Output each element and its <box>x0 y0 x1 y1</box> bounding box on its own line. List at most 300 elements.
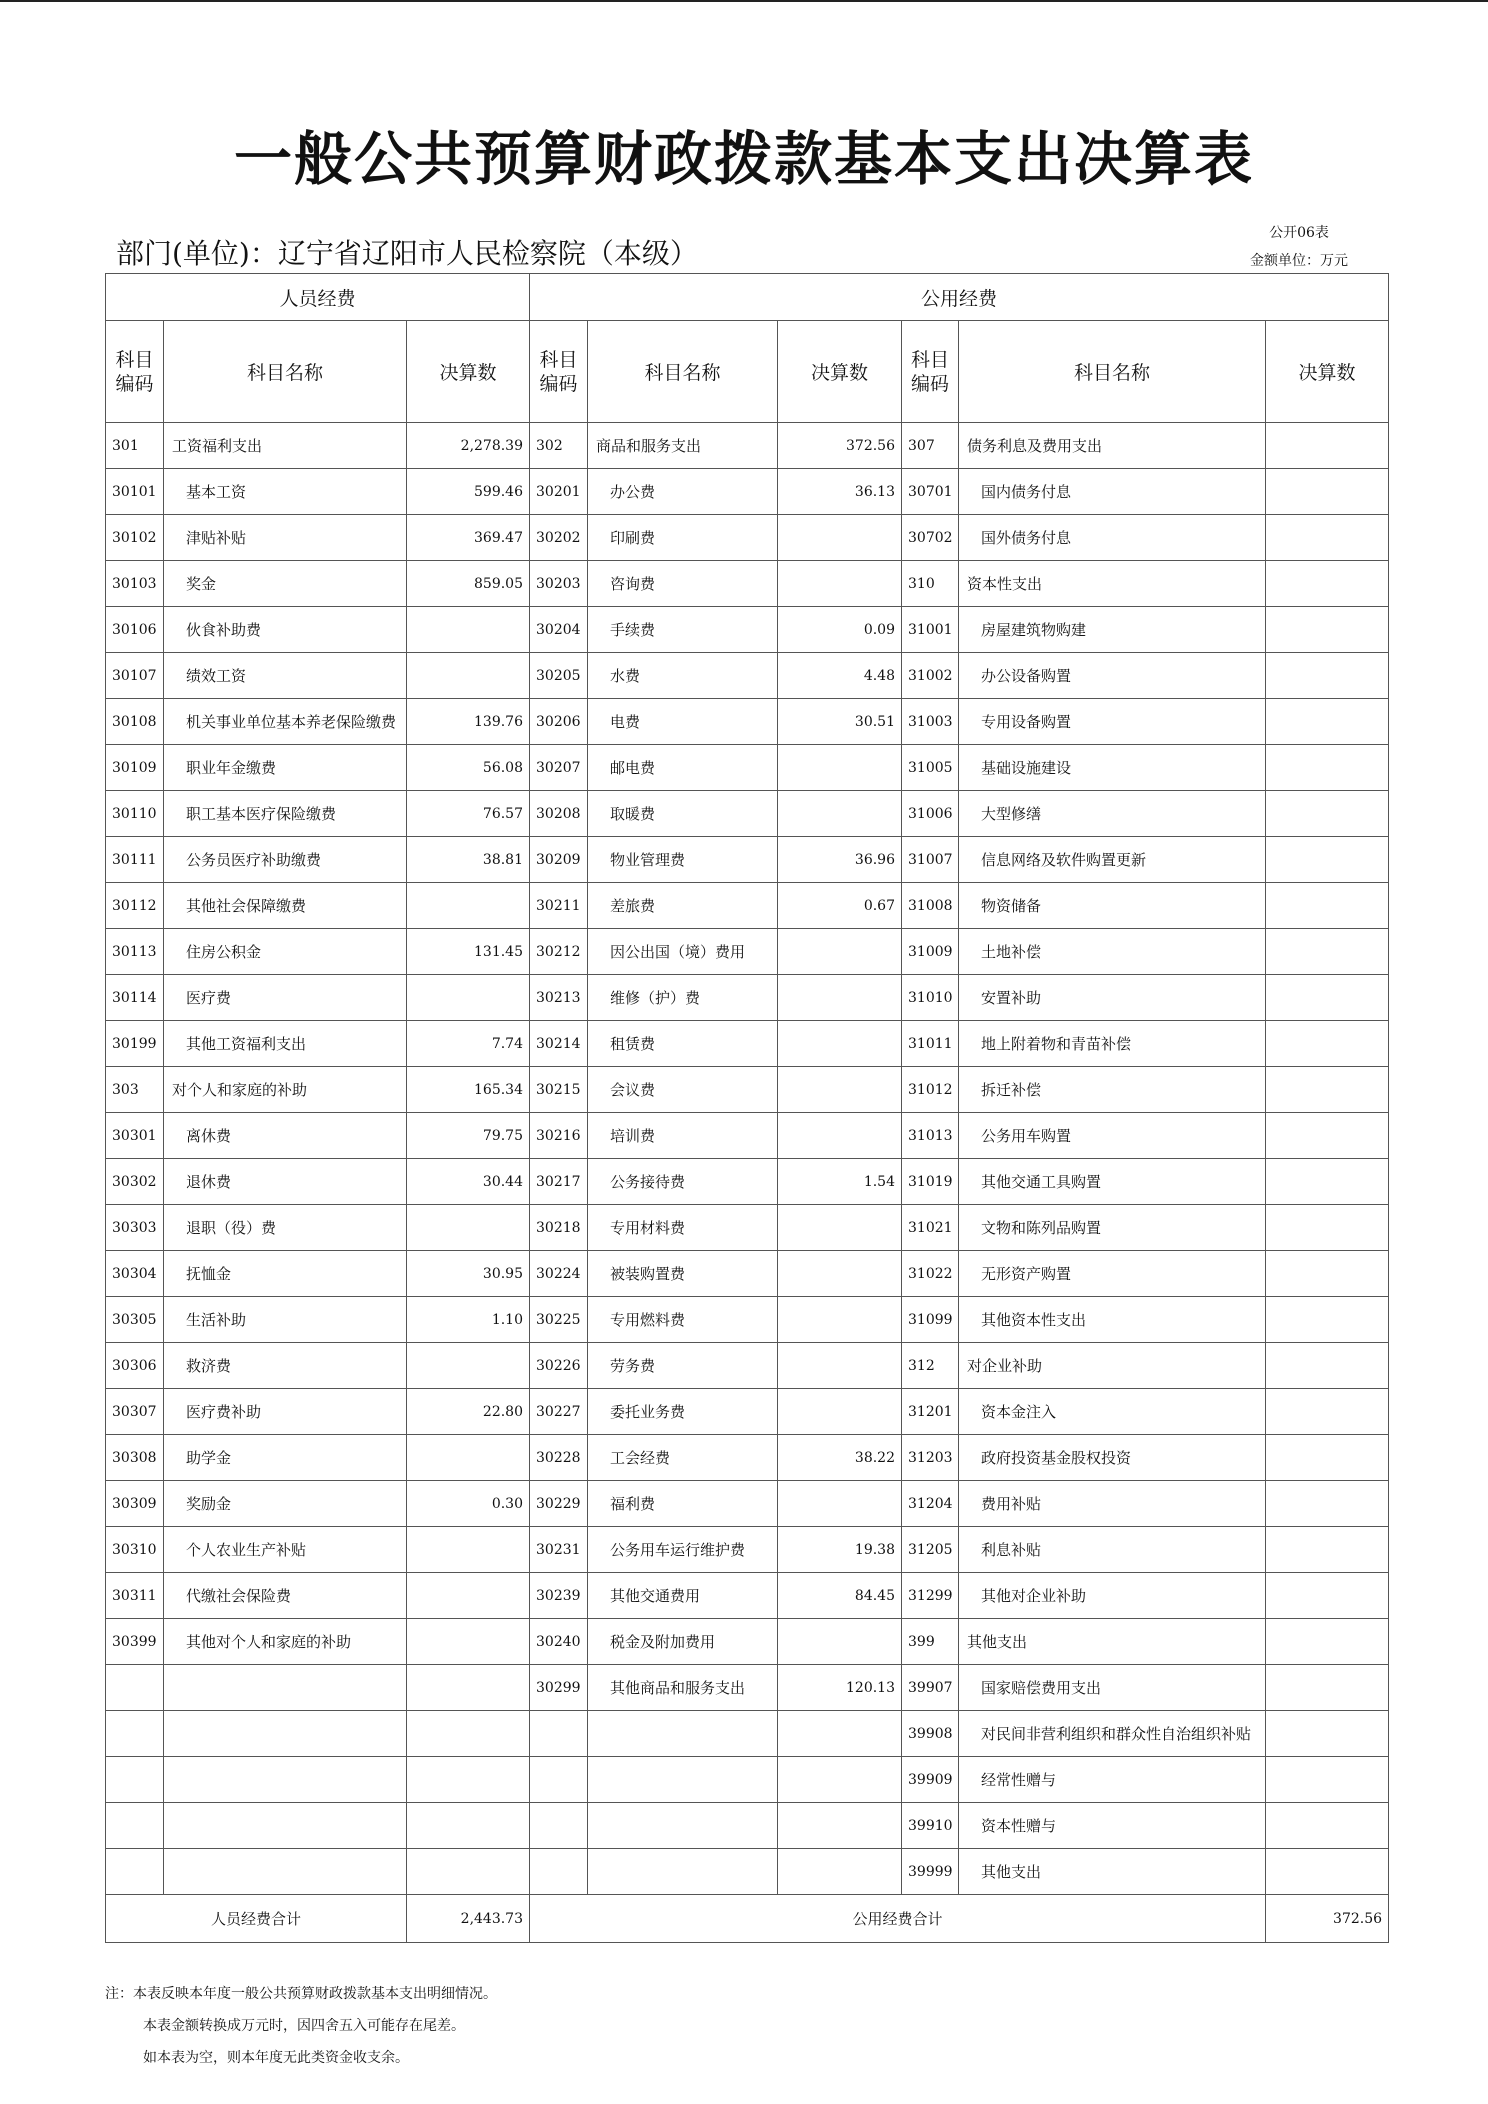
item-code: 31007 <box>902 837 959 883</box>
item-code: 31005 <box>902 745 959 791</box>
item-name: 邮电费 <box>588 745 778 791</box>
item-name: 大型修缮 <box>959 791 1266 837</box>
table-row <box>106 561 1389 607</box>
amount-unit: 金额单位：万元 <box>1250 253 1348 269</box>
item-amount <box>1266 699 1389 745</box>
item-code: 30211 <box>530 883 588 929</box>
item-name: 差旅费 <box>588 883 778 929</box>
note-line: 注：本表反映本年度一般公共预算财政拨款基本支出明细情况。 <box>105 1986 497 2002</box>
item-amount <box>1266 1711 1389 1757</box>
item-name: 房屋建筑物购建 <box>959 607 1266 653</box>
table-row <box>106 1067 1389 1113</box>
item-amount <box>1266 883 1389 929</box>
item-code: 39910 <box>902 1803 959 1849</box>
item-name: 奖励金 <box>164 1481 407 1527</box>
item-name: 电费 <box>588 699 778 745</box>
item-code: 30109 <box>106 745 164 791</box>
item-code: 30216 <box>530 1113 588 1159</box>
item-code: 30304 <box>106 1251 164 1297</box>
item-amount <box>778 975 902 1021</box>
item-name: 土地补偿 <box>959 929 1266 975</box>
item-name <box>588 1711 778 1757</box>
item-name: 公务用车运行维护费 <box>588 1527 778 1573</box>
item-amount: 38.22 <box>778 1435 902 1481</box>
item-amount <box>407 883 530 929</box>
item-amount <box>778 1849 902 1895</box>
item-amount <box>1266 929 1389 975</box>
item-name: 助学金 <box>164 1435 407 1481</box>
item-name <box>164 1665 407 1711</box>
item-code: 30209 <box>530 837 588 883</box>
col-header-amount: 决算数 <box>407 321 530 423</box>
item-amount <box>778 1113 902 1159</box>
item-name <box>164 1803 407 1849</box>
item-code: 303 <box>106 1067 164 1113</box>
personnel-total-value: 2,443.73 <box>407 1895 530 1943</box>
item-code: 30240 <box>530 1619 588 1665</box>
form-number: 公开06表 <box>1269 225 1329 241</box>
table-row <box>106 1113 1389 1159</box>
item-code: 30217 <box>530 1159 588 1205</box>
item-code: 302 <box>530 423 588 469</box>
item-code: 30310 <box>106 1527 164 1573</box>
item-amount: 36.96 <box>778 837 902 883</box>
col-header-code: 科目编码 <box>902 321 959 423</box>
item-name: 对个人和家庭的补助 <box>164 1067 407 1113</box>
item-code: 31019 <box>902 1159 959 1205</box>
item-code: 30306 <box>106 1343 164 1389</box>
table-row <box>106 1343 1389 1389</box>
item-amount: 56.08 <box>407 745 530 791</box>
item-code <box>106 1849 164 1895</box>
item-name: 退职（役）费 <box>164 1205 407 1251</box>
item-code: 31001 <box>902 607 959 653</box>
item-amount <box>407 1711 530 1757</box>
table-row <box>106 975 1389 1021</box>
item-name: 机关事业单位基本养老保险缴费 <box>164 699 407 745</box>
item-name: 费用补贴 <box>959 1481 1266 1527</box>
item-name <box>164 1711 407 1757</box>
item-amount <box>407 1343 530 1389</box>
table-row <box>106 1021 1389 1067</box>
item-code: 31205 <box>902 1527 959 1573</box>
item-code: 30103 <box>106 561 164 607</box>
item-name: 其他支出 <box>959 1849 1266 1895</box>
item-code: 30201 <box>530 469 588 515</box>
item-code: 307 <box>902 423 959 469</box>
item-amount <box>778 1619 902 1665</box>
col-header-name: 科目名称 <box>164 321 407 423</box>
item-name: 商品和服务支出 <box>588 423 778 469</box>
item-amount <box>1266 1021 1389 1067</box>
item-code <box>530 1757 588 1803</box>
item-name: 退休费 <box>164 1159 407 1205</box>
item-name: 生活补助 <box>164 1297 407 1343</box>
item-code: 30107 <box>106 653 164 699</box>
table-row <box>106 1757 1389 1803</box>
item-amount <box>1266 561 1389 607</box>
table-row <box>106 1803 1389 1849</box>
item-amount <box>407 1205 530 1251</box>
item-code: 30202 <box>530 515 588 561</box>
table-row <box>106 1849 1389 1895</box>
item-amount <box>407 1849 530 1895</box>
item-code: 30239 <box>530 1573 588 1619</box>
item-amount: 0.30 <box>407 1481 530 1527</box>
item-code: 30204 <box>530 607 588 653</box>
item-code: 31099 <box>902 1297 959 1343</box>
item-code: 30106 <box>106 607 164 653</box>
item-name <box>588 1803 778 1849</box>
item-amount <box>407 1665 530 1711</box>
item-code: 30213 <box>530 975 588 1021</box>
item-amount <box>1266 653 1389 699</box>
item-amount: 22.80 <box>407 1389 530 1435</box>
item-amount <box>1266 1435 1389 1481</box>
item-name: 劳务费 <box>588 1343 778 1389</box>
item-name: 奖金 <box>164 561 407 607</box>
item-name: 地上附着物和青苗补偿 <box>959 1021 1266 1067</box>
item-code: 30208 <box>530 791 588 837</box>
item-amount <box>1266 1573 1389 1619</box>
item-amount <box>1266 1389 1389 1435</box>
item-code: 30702 <box>902 515 959 561</box>
item-name: 公务员医疗补助缴费 <box>164 837 407 883</box>
item-name: 债务利息及费用支出 <box>959 423 1266 469</box>
col-header-code: 科目编码 <box>106 321 164 423</box>
item-amount <box>1266 745 1389 791</box>
item-code: 31204 <box>902 1481 959 1527</box>
item-amount: 0.09 <box>778 607 902 653</box>
item-code <box>106 1711 164 1757</box>
item-name: 住房公积金 <box>164 929 407 975</box>
item-code: 31009 <box>902 929 959 975</box>
item-amount: 30.51 <box>778 699 902 745</box>
item-amount: 76.57 <box>407 791 530 837</box>
item-name: 其他商品和服务支出 <box>588 1665 778 1711</box>
item-code: 30228 <box>530 1435 588 1481</box>
item-amount <box>1266 1619 1389 1665</box>
item-amount <box>407 1619 530 1665</box>
item-name: 政府投资基金股权投资 <box>959 1435 1266 1481</box>
table-row <box>106 1481 1389 1527</box>
item-amount <box>778 515 902 561</box>
col-header-amount: 决算数 <box>778 321 902 423</box>
item-amount <box>1266 837 1389 883</box>
item-amount: 36.13 <box>778 469 902 515</box>
public-total-value: 372.56 <box>1266 1895 1389 1943</box>
item-name: 水费 <box>588 653 778 699</box>
item-amount <box>407 1573 530 1619</box>
item-code: 30199 <box>106 1021 164 1067</box>
item-code: 30114 <box>106 975 164 1021</box>
col-header-name: 科目名称 <box>959 321 1266 423</box>
item-amount <box>778 791 902 837</box>
item-code: 30203 <box>530 561 588 607</box>
item-amount <box>778 561 902 607</box>
item-code: 31203 <box>902 1435 959 1481</box>
item-amount <box>1266 975 1389 1021</box>
table-row <box>106 929 1389 975</box>
item-amount <box>1266 791 1389 837</box>
item-code: 39999 <box>902 1849 959 1895</box>
table-row <box>106 1389 1389 1435</box>
item-code <box>106 1757 164 1803</box>
page-title: 一般公共预算财政拨款基本支出决算表 <box>233 125 1254 193</box>
table-row <box>106 1711 1389 1757</box>
item-name: 利息补贴 <box>959 1527 1266 1573</box>
item-amount <box>778 1389 902 1435</box>
item-name: 专用燃料费 <box>588 1297 778 1343</box>
item-name: 维修（护）费 <box>588 975 778 1021</box>
item-code: 39909 <box>902 1757 959 1803</box>
table-row <box>106 1251 1389 1297</box>
item-amount: 369.47 <box>407 515 530 561</box>
item-code: 30112 <box>106 883 164 929</box>
item-amount <box>407 607 530 653</box>
item-code: 30218 <box>530 1205 588 1251</box>
item-name: 其他社会保障缴费 <box>164 883 407 929</box>
item-amount: 859.05 <box>407 561 530 607</box>
item-code <box>530 1803 588 1849</box>
item-name: 专用设备购置 <box>959 699 1266 745</box>
item-name: 公务接待费 <box>588 1159 778 1205</box>
item-name: 专用材料费 <box>588 1205 778 1251</box>
item-amount: 79.75 <box>407 1113 530 1159</box>
item-amount <box>1266 1205 1389 1251</box>
table-row <box>106 1205 1389 1251</box>
item-name: 对企业补助 <box>959 1343 1266 1389</box>
item-name: 抚恤金 <box>164 1251 407 1297</box>
item-code: 399 <box>902 1619 959 1665</box>
table-row <box>106 1665 1389 1711</box>
item-amount: 372.56 <box>778 423 902 469</box>
item-code: 31299 <box>902 1573 959 1619</box>
table-row <box>106 1297 1389 1343</box>
item-name <box>588 1757 778 1803</box>
item-name: 税金及附加费用 <box>588 1619 778 1665</box>
item-name: 救济费 <box>164 1343 407 1389</box>
item-name: 经常性赠与 <box>959 1757 1266 1803</box>
top-border-line <box>0 0 1488 2</box>
item-name: 资本性赠与 <box>959 1803 1266 1849</box>
item-amount <box>1266 1849 1389 1895</box>
item-amount <box>1266 1297 1389 1343</box>
table-row <box>106 883 1389 929</box>
item-code: 39907 <box>902 1665 959 1711</box>
item-code: 30113 <box>106 929 164 975</box>
item-amount <box>778 1021 902 1067</box>
item-name: 拆迁补偿 <box>959 1067 1266 1113</box>
item-name: 绩效工资 <box>164 653 407 699</box>
item-name: 伙食补助费 <box>164 607 407 653</box>
item-code: 30207 <box>530 745 588 791</box>
item-code: 31008 <box>902 883 959 929</box>
public-total-label: 公用经费合计 <box>530 1895 1266 1943</box>
item-name: 安置补助 <box>959 975 1266 1021</box>
item-name: 被装购置费 <box>588 1251 778 1297</box>
item-amount <box>778 929 902 975</box>
table-row <box>106 1573 1389 1619</box>
item-name <box>164 1757 407 1803</box>
col-header-name: 科目名称 <box>588 321 778 423</box>
item-amount <box>778 1297 902 1343</box>
item-code: 31002 <box>902 653 959 699</box>
item-amount: 599.46 <box>407 469 530 515</box>
table-row <box>106 653 1389 699</box>
item-code: 30399 <box>106 1619 164 1665</box>
item-code: 30309 <box>106 1481 164 1527</box>
item-name: 办公费 <box>588 469 778 515</box>
table-row <box>106 791 1389 837</box>
item-amount <box>1266 469 1389 515</box>
item-code: 310 <box>902 561 959 607</box>
item-amount: 30.44 <box>407 1159 530 1205</box>
item-code: 31006 <box>902 791 959 837</box>
item-amount <box>1266 1343 1389 1389</box>
item-code <box>530 1849 588 1895</box>
item-code: 31010 <box>902 975 959 1021</box>
item-code: 312 <box>902 1343 959 1389</box>
item-name: 办公设备购置 <box>959 653 1266 699</box>
item-name: 国外债务付息 <box>959 515 1266 561</box>
item-code <box>106 1803 164 1849</box>
item-amount <box>778 1205 902 1251</box>
item-amount <box>778 745 902 791</box>
item-amount <box>1266 1251 1389 1297</box>
item-name: 其他对企业补助 <box>959 1573 1266 1619</box>
item-code: 31011 <box>902 1021 959 1067</box>
table-row <box>106 1159 1389 1205</box>
item-amount <box>407 653 530 699</box>
item-code: 30302 <box>106 1159 164 1205</box>
item-amount: 38.81 <box>407 837 530 883</box>
item-code: 30229 <box>530 1481 588 1527</box>
item-name: 培训费 <box>588 1113 778 1159</box>
item-name: 手续费 <box>588 607 778 653</box>
table-row <box>106 515 1389 561</box>
table-row <box>106 699 1389 745</box>
item-amount: 0.67 <box>778 883 902 929</box>
personnel-total-label: 人员经费合计 <box>106 1895 407 1943</box>
item-name: 其他交通工具购置 <box>959 1159 1266 1205</box>
table-row <box>106 423 1389 469</box>
item-code: 30301 <box>106 1113 164 1159</box>
item-amount <box>1266 423 1389 469</box>
item-code: 31003 <box>902 699 959 745</box>
item-amount: 1.10 <box>407 1297 530 1343</box>
department-label: 部门(单位)：辽宁省辽阳市人民检察院（本级） <box>116 237 698 270</box>
item-name: 资本性支出 <box>959 561 1266 607</box>
item-amount: 7.74 <box>407 1021 530 1067</box>
item-code: 31022 <box>902 1251 959 1297</box>
item-code: 30226 <box>530 1343 588 1389</box>
item-amount <box>1266 1159 1389 1205</box>
item-amount <box>407 1757 530 1803</box>
item-name: 福利费 <box>588 1481 778 1527</box>
item-code: 30307 <box>106 1389 164 1435</box>
item-name: 物资储备 <box>959 883 1266 929</box>
item-name <box>164 1849 407 1895</box>
table-row <box>106 837 1389 883</box>
item-amount: 84.45 <box>778 1573 902 1619</box>
item-code: 30311 <box>106 1573 164 1619</box>
item-amount <box>1266 1757 1389 1803</box>
item-name: 基本工资 <box>164 469 407 515</box>
item-name: 工会经费 <box>588 1435 778 1481</box>
item-name: 其他资本性支出 <box>959 1297 1266 1343</box>
table-row <box>106 607 1389 653</box>
col-header-code: 科目编码 <box>530 321 588 423</box>
expenditure-table <box>105 273 1389 1943</box>
item-name: 资本金注入 <box>959 1389 1266 1435</box>
item-name: 物业管理费 <box>588 837 778 883</box>
item-code: 30308 <box>106 1435 164 1481</box>
item-amount: 165.34 <box>407 1067 530 1113</box>
item-code: 30108 <box>106 699 164 745</box>
item-code: 30701 <box>902 469 959 515</box>
group-header-public: 公用经费 <box>530 274 1389 321</box>
col-header-amount: 决算数 <box>1266 321 1389 423</box>
item-code: 31012 <box>902 1067 959 1113</box>
item-name: 其他支出 <box>959 1619 1266 1665</box>
item-name: 因公出国（境）费用 <box>588 929 778 975</box>
item-amount <box>778 1251 902 1297</box>
item-name: 国家赔偿费用支出 <box>959 1665 1266 1711</box>
item-code: 30111 <box>106 837 164 883</box>
item-amount <box>1266 1803 1389 1849</box>
item-amount <box>1266 1067 1389 1113</box>
item-code: 31013 <box>902 1113 959 1159</box>
item-name: 委托业务费 <box>588 1389 778 1435</box>
item-amount: 1.54 <box>778 1159 902 1205</box>
item-amount: 30.95 <box>407 1251 530 1297</box>
item-amount: 4.48 <box>778 653 902 699</box>
table-row <box>106 745 1389 791</box>
item-name: 职工基本医疗保险缴费 <box>164 791 407 837</box>
item-code: 30224 <box>530 1251 588 1297</box>
item-code: 30206 <box>530 699 588 745</box>
item-code: 30110 <box>106 791 164 837</box>
item-code: 30303 <box>106 1205 164 1251</box>
item-code: 30214 <box>530 1021 588 1067</box>
item-code: 30102 <box>106 515 164 561</box>
item-code: 31201 <box>902 1389 959 1435</box>
item-code: 30305 <box>106 1297 164 1343</box>
item-amount: 139.76 <box>407 699 530 745</box>
item-code: 30225 <box>530 1297 588 1343</box>
item-name: 职业年金缴费 <box>164 745 407 791</box>
table-row <box>106 1619 1389 1665</box>
item-name: 公务用车购置 <box>959 1113 1266 1159</box>
item-name: 其他对个人和家庭的补助 <box>164 1619 407 1665</box>
notes <box>105 1978 497 2074</box>
item-name: 医疗费补助 <box>164 1389 407 1435</box>
item-amount <box>778 1481 902 1527</box>
item-name: 租赁费 <box>588 1021 778 1067</box>
item-amount <box>407 1527 530 1573</box>
item-amount <box>407 975 530 1021</box>
item-code: 30101 <box>106 469 164 515</box>
item-amount <box>1266 1113 1389 1159</box>
item-amount: 131.45 <box>407 929 530 975</box>
item-code: 31021 <box>902 1205 959 1251</box>
item-name <box>588 1849 778 1895</box>
item-amount <box>407 1435 530 1481</box>
item-amount <box>778 1343 902 1389</box>
item-code: 39908 <box>902 1711 959 1757</box>
group-header-personnel: 人员经费 <box>106 274 530 321</box>
